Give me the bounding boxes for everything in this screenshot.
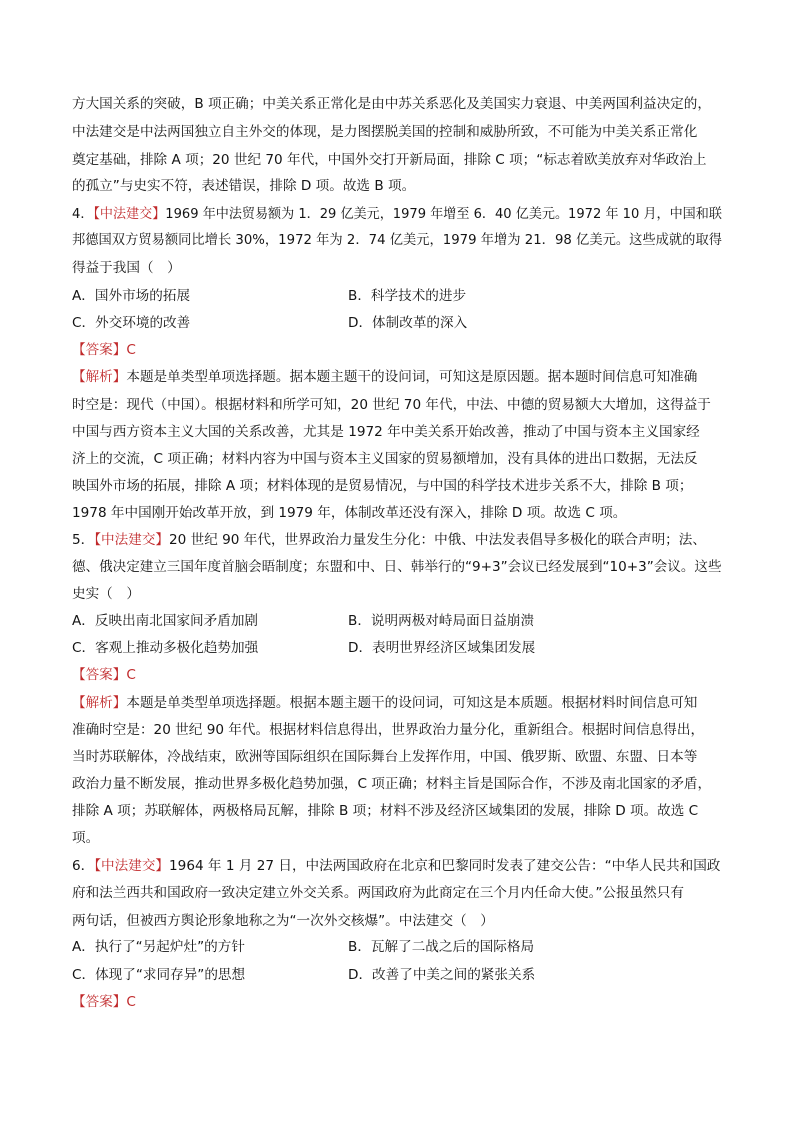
q5-option-b: B．说明两极对峙局面日益崩溃 xyxy=(348,613,535,629)
q4-analysis-line-6: 1978 年中国刚开始改革开放，到 1979 年，体制改革还没有深入，排除 D 项。故选 C 项。 xyxy=(72,505,627,521)
q6-number: 6． xyxy=(72,858,95,874)
q5-stem-line-2: 德、俄决定建立三国年度首脑会晤制度；东盟和中、日、韩举行的“9+3”会议已经发展到“10+3”会议。这些 xyxy=(72,559,722,575)
q5-topic-tag: 【中法建交】 xyxy=(94,532,170,548)
q3-analysis-line-2: 中法建交是中法两国独立自主外交的体现，是力图摆脱美国的控制和威胁所致，不可能为中美关系正常化 xyxy=(72,124,698,140)
answer-tag: 【答案】 xyxy=(72,342,127,358)
answer-tag: 【答案】 xyxy=(72,667,127,683)
q5-stem-line-1: 5．【中法建交】20 世纪 90 年代，世界政治力量发生分化：中俄、中法发表倡导多极化的联合声明；法、 xyxy=(72,532,706,548)
q4-analysis-line-4: 济上的交流，C 项正确；材料内容为中国与资本主义国家的贸易额增加，没有具体的进出口数据，无法反 xyxy=(72,451,698,467)
analysis-tag: 【解析】 xyxy=(72,369,127,385)
q4-stem-line-3: 得益于我国（ ） xyxy=(72,260,181,276)
q3-analysis-line-4: 的孤立”与史实不符，表述错误，排除 D 项。故选 B 项。 xyxy=(72,178,416,194)
q3-analysis-line-3: 奠定基础，排除 A 项；20 世纪 70 年代，中国外交打开新局面，排除 C 项；“标志着欧美放弃对华政治上 xyxy=(72,152,707,168)
q5-option-c: C．客观上推动多极化趋势加强 xyxy=(72,640,259,656)
answer-value: C xyxy=(126,342,136,358)
answer-tag: 【答案】 xyxy=(72,994,127,1010)
q6-stem-line-1: 6．【中法建交】1964 年 1 月 27 日，中法两国政府在北京和巴黎同时发表了建交公告：“中华人民共和国政 xyxy=(72,858,721,874)
q4-option-a: A．国外市场的拓展 xyxy=(72,288,191,304)
q4-analysis-line-1: 【解析】本题是单类型单项选择题。据本题主题干的设问词，可知这是原因题。据本题时间信息可知准确 xyxy=(72,369,698,385)
q4-option-c: C．外交环境的改善 xyxy=(72,315,191,331)
q5-analysis-line-6: 项。 xyxy=(72,830,100,846)
q4-answer xyxy=(72,340,136,360)
q4-stem-line-1: 4．【中法建交】1969 年中法贸易额为 1．29 亿美元，1979 年增至 6．40 亿美元。1972 年 10 月，中国和联 xyxy=(72,206,722,222)
q4-analysis-line-5: 映国外市场的拓展，排除 A 项；材料体现的是贸易情况，与中国的科学技术进步关系不大，排除 B 项； xyxy=(72,478,693,494)
q5-option-d: D．表明世界经济区域集团发展 xyxy=(348,640,536,656)
answer-value: C xyxy=(126,667,136,683)
q5-analysis-line-2: 准确时空是：20 世纪 90 年代。根据材料信息得出，世界政治力量分化，重新组合。根据时间信息得出， xyxy=(72,722,705,738)
answer-value: C xyxy=(126,994,136,1010)
q5-stem-line-3: 史实（ ） xyxy=(72,586,140,602)
q3-analysis-line-1: 方大国关系的突破，B 项正确；中美关系正常化是由中苏关系恶化及美国实力衰退、中美两国利益决定的， xyxy=(72,96,711,112)
q5-analysis-line-3: 当时苏联解体，冷战结束，欧洲等国际组织在国际舞台上发挥作用，中国、俄罗斯、欧盟、东盟、日本等 xyxy=(72,749,698,765)
q6-option-a: A．执行了“另起炉灶”的方针 xyxy=(72,939,245,955)
q5-answer xyxy=(72,665,136,685)
q5-option-a: A．反映出南北国家间矛盾加剧 xyxy=(72,613,259,629)
q5-analysis-line-1: 【解析】本题是单类型单项选择题。根据本题主题干的设问词，可知这是本质题。根据材料时间信息可知 xyxy=(72,695,698,711)
q4-analysis-line-3: 中国与西方资本主义大国的关系改善，尤其是 1972 年中美关系开始改善，推动了中国与资本主义国家经 xyxy=(72,424,700,440)
q4-topic-tag: 【中法建交】 xyxy=(93,206,166,222)
q4-option-b: B．科学技术的进步 xyxy=(348,288,467,304)
q4-stem-line-2: 邦德国双方贸易额同比增长 30%，1972 年为 2．74 亿美元，1979 年增为 21．98 亿美元。这些成就的取得 xyxy=(72,232,723,248)
q6-option-c: C．体现了“求同存异”的思想 xyxy=(72,967,246,983)
q5-analysis-line-4: 政治力量不断发展，推动世界多极化趋势加强，C 项正确；材料主旨是国际合作，不涉及南北国家的矛盾， xyxy=(72,776,712,792)
q5-number: 5． xyxy=(72,532,95,548)
q6-answer xyxy=(72,992,136,1012)
analysis-tag: 【解析】 xyxy=(72,695,127,711)
q6-stem-line-2: 府和法兰西共和国政府一致决定建立外交关系。两国政府为此商定在三个月内任命大使。”公报虽然只有 xyxy=(72,885,684,901)
q5-analysis-line-5: 排除 A 项；苏联解体，两极格局瓦解，排除 B 项；材料不涉及经济区域集团的发展，排除 D 项。故选 C xyxy=(72,803,699,819)
q4-number: 4． xyxy=(72,206,94,222)
q6-stem-line-3: 两句话，但被西方舆论形象地称之为“一次外交核爆”。中法建交（ ） xyxy=(72,913,494,929)
q6-option-b: B．瓦解了二战之后的国际格局 xyxy=(348,939,535,955)
q4-analysis-line-2: 时空是：现代（中国）。根据材料和所学可知，20 世纪 70 年代，中法、中德的贸易额大大增加，这得益于 xyxy=(72,397,711,413)
q6-topic-tag: 【中法建交】 xyxy=(94,858,170,874)
q4-option-d: D．体制改革的深入 xyxy=(348,315,468,331)
q6-option-d: D．改善了中美之间的紧张关系 xyxy=(348,967,536,983)
